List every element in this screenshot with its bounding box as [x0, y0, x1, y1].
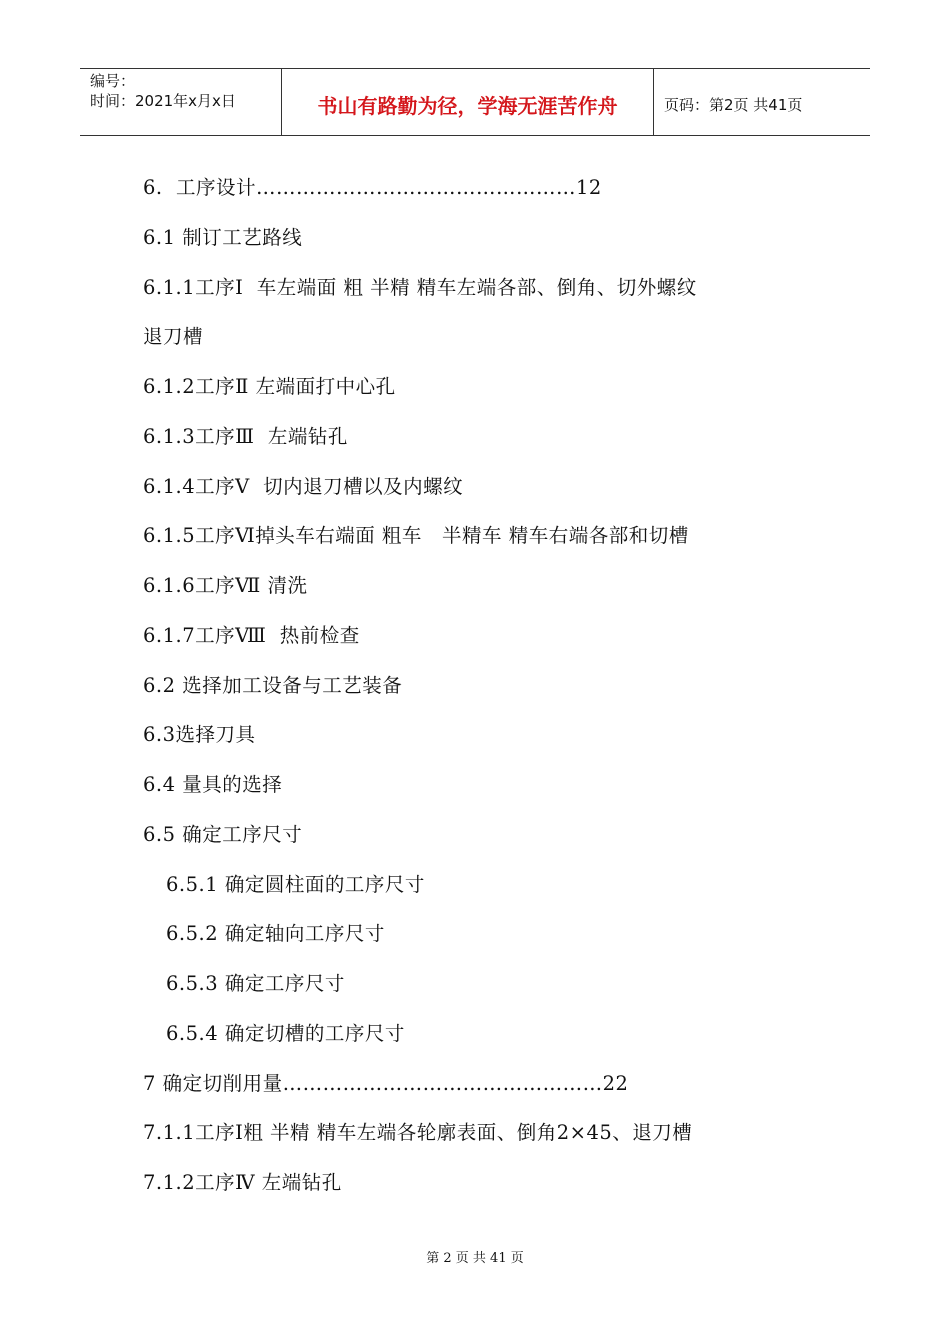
- toc-entry: 7.1.2工序Ⅳ 左端钻孔: [143, 1171, 342, 1194]
- toc-entry: 6.5.3 确定工序尺寸: [166, 972, 345, 995]
- toc-entry: 6.1.5工序Ⅵ掉头车右端面 粗车 半精车 精车右端各部和切槽: [143, 524, 689, 547]
- toc-entry: 6.1.7工序Ⅷ 热前检查: [143, 624, 360, 647]
- toc-entry: 6.1.3工序Ⅲ 左端钻孔: [143, 425, 348, 448]
- toc-entry: 6.3选择刀具: [143, 723, 256, 746]
- toc-entry: 7.1.1工序Ⅰ粗 半精 精车左端各轮廓表面、倒角2×45、退刀槽: [143, 1121, 693, 1144]
- toc-entry: 6.1.2工序Ⅱ 左端面打中心孔: [143, 375, 396, 398]
- toc-entry: 6.1.4工序Ⅴ 切内退刀槽以及内螺纹: [143, 475, 464, 498]
- toc-entry: 6.1.6工序Ⅶ 清洗: [143, 574, 308, 597]
- page-footer: 第 2 页 共 41 页: [426, 1251, 524, 1266]
- toc-entry: 6.1 制订工艺路线: [143, 226, 303, 249]
- time-label: 时间：2021年x月x日: [90, 92, 236, 110]
- toc-entry: 6.5.1 确定圆柱面的工序尺寸: [166, 873, 425, 896]
- toc-entry: 6.5 确定工序尺寸: [143, 823, 303, 846]
- toc-entry: 6.5.4 确定切槽的工序尺寸: [166, 1022, 405, 1045]
- toc-entry: 6. 工序设计…………………………………………12: [143, 176, 602, 199]
- toc-entry: 6.2 选择加工设备与工艺装备: [143, 674, 403, 697]
- header-motto: 书山有路勤为径，学海无涯苦作舟: [282, 69, 654, 135]
- toc-entry: 6.5.2 确定轴向工序尺寸: [166, 922, 385, 945]
- toc-entry: 6.1.1工序Ⅰ 车左端面 粗 半精 精车左端各部、倒角、切外螺纹: [143, 276, 697, 299]
- toc-entry: 7 确定切削用量…………………………………………22: [143, 1072, 629, 1095]
- header-page-info: 页码：第2页 共41页: [664, 95, 803, 114]
- number-label: 编号：: [90, 72, 136, 90]
- toc-entry: 6.4 量具的选择: [143, 773, 283, 796]
- toc-entry: 退刀槽: [143, 325, 204, 348]
